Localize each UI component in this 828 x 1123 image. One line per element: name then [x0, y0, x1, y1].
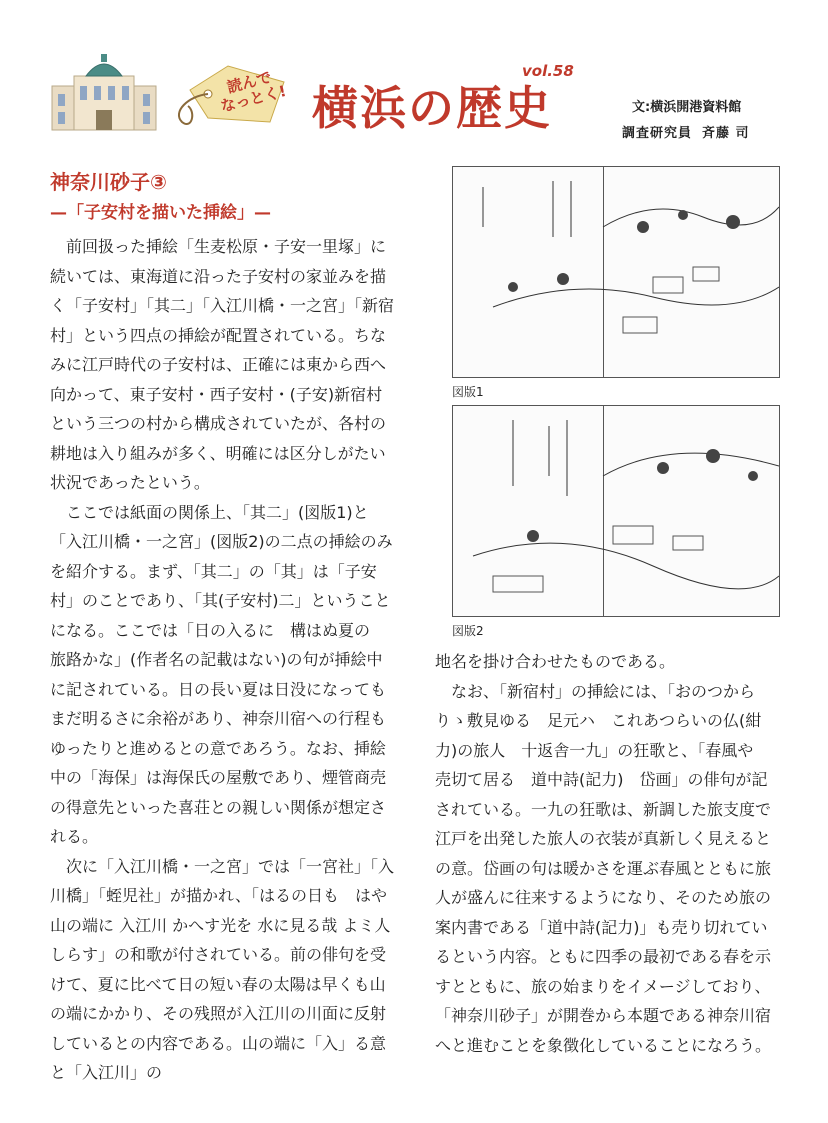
paragraph: なお、「新宿村」の挿絵には、「おのつからりゝ敷見ゆる 足元ハ これあつらいの仏(紺力)の旅人 十返舎一九」の狂歌と、「春風や 売切て居る 道中詩(記力) 岱画」の俳句が記されている。一九の狂歌は、新調した旅支度で江戸を出発した旅人の衣装が真新しく見えるとの意。岱画の句は暖かさを運ぶ春風とともに旅人が盛んに往来するようになり、そのため旅の案内書である「道中詩(記力)」も売り切れているという内容。ともに四季の最初である春を示すとともに、旅の始まりをイメージしており、「神奈川砂子」が開巻から本題である神奈川宿へと進むことを象徴化していることになろう。 — [435, 681, 772, 1055]
author-byline — [622, 122, 750, 141]
tagline-text: 読んで なっとく! — [218, 68, 288, 116]
landscape-illustration-icon — [453, 406, 779, 616]
article-subheading: —「子安村を描いた挿絵」— — [50, 203, 271, 223]
article-heading: 神奈川砂子③ — [50, 170, 167, 194]
article-left-column — [50, 232, 394, 1088]
museum-building-icon — [48, 52, 160, 132]
article-right-column — [435, 647, 780, 1060]
page-title: 横浜の歴史 — [312, 81, 552, 135]
paragraph: 次に「入江川橋・一之宮」では「一宮社」「入川橋」「蛭児社」が描かれ、「はるの日も はや山の端に 入江川 かへす光を 水に見る哉 よミ人しらす」の和歌が付されている。前の俳句を受けて、夏に比べて日の短い春の太陽は早くも山の端にかかり、その残照が入江川の川面に反射しているとの内容である。山の端に「入」る意と「入江川」の — [50, 856, 395, 1082]
tagline-tag — [168, 60, 288, 130]
figure-1-illustration — [452, 166, 780, 378]
author-name: 斉藤 司 — [702, 126, 750, 141]
figure-2-illustration — [452, 405, 780, 617]
paragraph: 前回扱った挿絵「生麦松原・子安一里塚」に続いては、東海道に沿った子安村の家並みを描く「子安村」「其二」「入江川橋・一之宮」「新宿村」という四点の挿絵が配置されている。ちなみに江戸時代の子安村は、正確には東から西へ向かって、東子安村・西子安村・(子安)新宿村という三つの村から構成されていたが、各村の耕地は入り組みが多く、明確には区分しがたい状況であったという。 — [50, 237, 395, 492]
author-affiliation: 文:横浜開港資料館 — [632, 100, 742, 115]
paragraph: ここでは紙面の関係上、「其二」(図版1)と「入江川橋・一之宮」(図版2)の二点の挿絵のみを紹介する。まず、「其二」の「其」は「子安村」のことであり、「其(子安村)二」ということになる。ここでは「日の入るに 構はぬ夏の 旅路かな」(作者名の記載はない)の句が挿絵中に記されている。日の長い夏は日没になってもまだ明るさに余裕があり、神奈川宿への行程もゆったりと進めるとの意であろう。なお、挿絵中の「海保」は海保氏の屋敷であり、煙管商売の得意先といった喜荘との親しい関係が想定される。 — [50, 502, 393, 846]
paragraph: 地名を掛け合わせたものである。 — [435, 652, 676, 671]
landscape-illustration-icon — [453, 167, 779, 377]
figure-2-caption: 図版2 — [452, 624, 484, 638]
figure-1-caption: 図版1 — [452, 385, 484, 399]
volume-number: vol.58 — [522, 62, 574, 80]
author-role: 調査研究員 — [622, 126, 693, 141]
